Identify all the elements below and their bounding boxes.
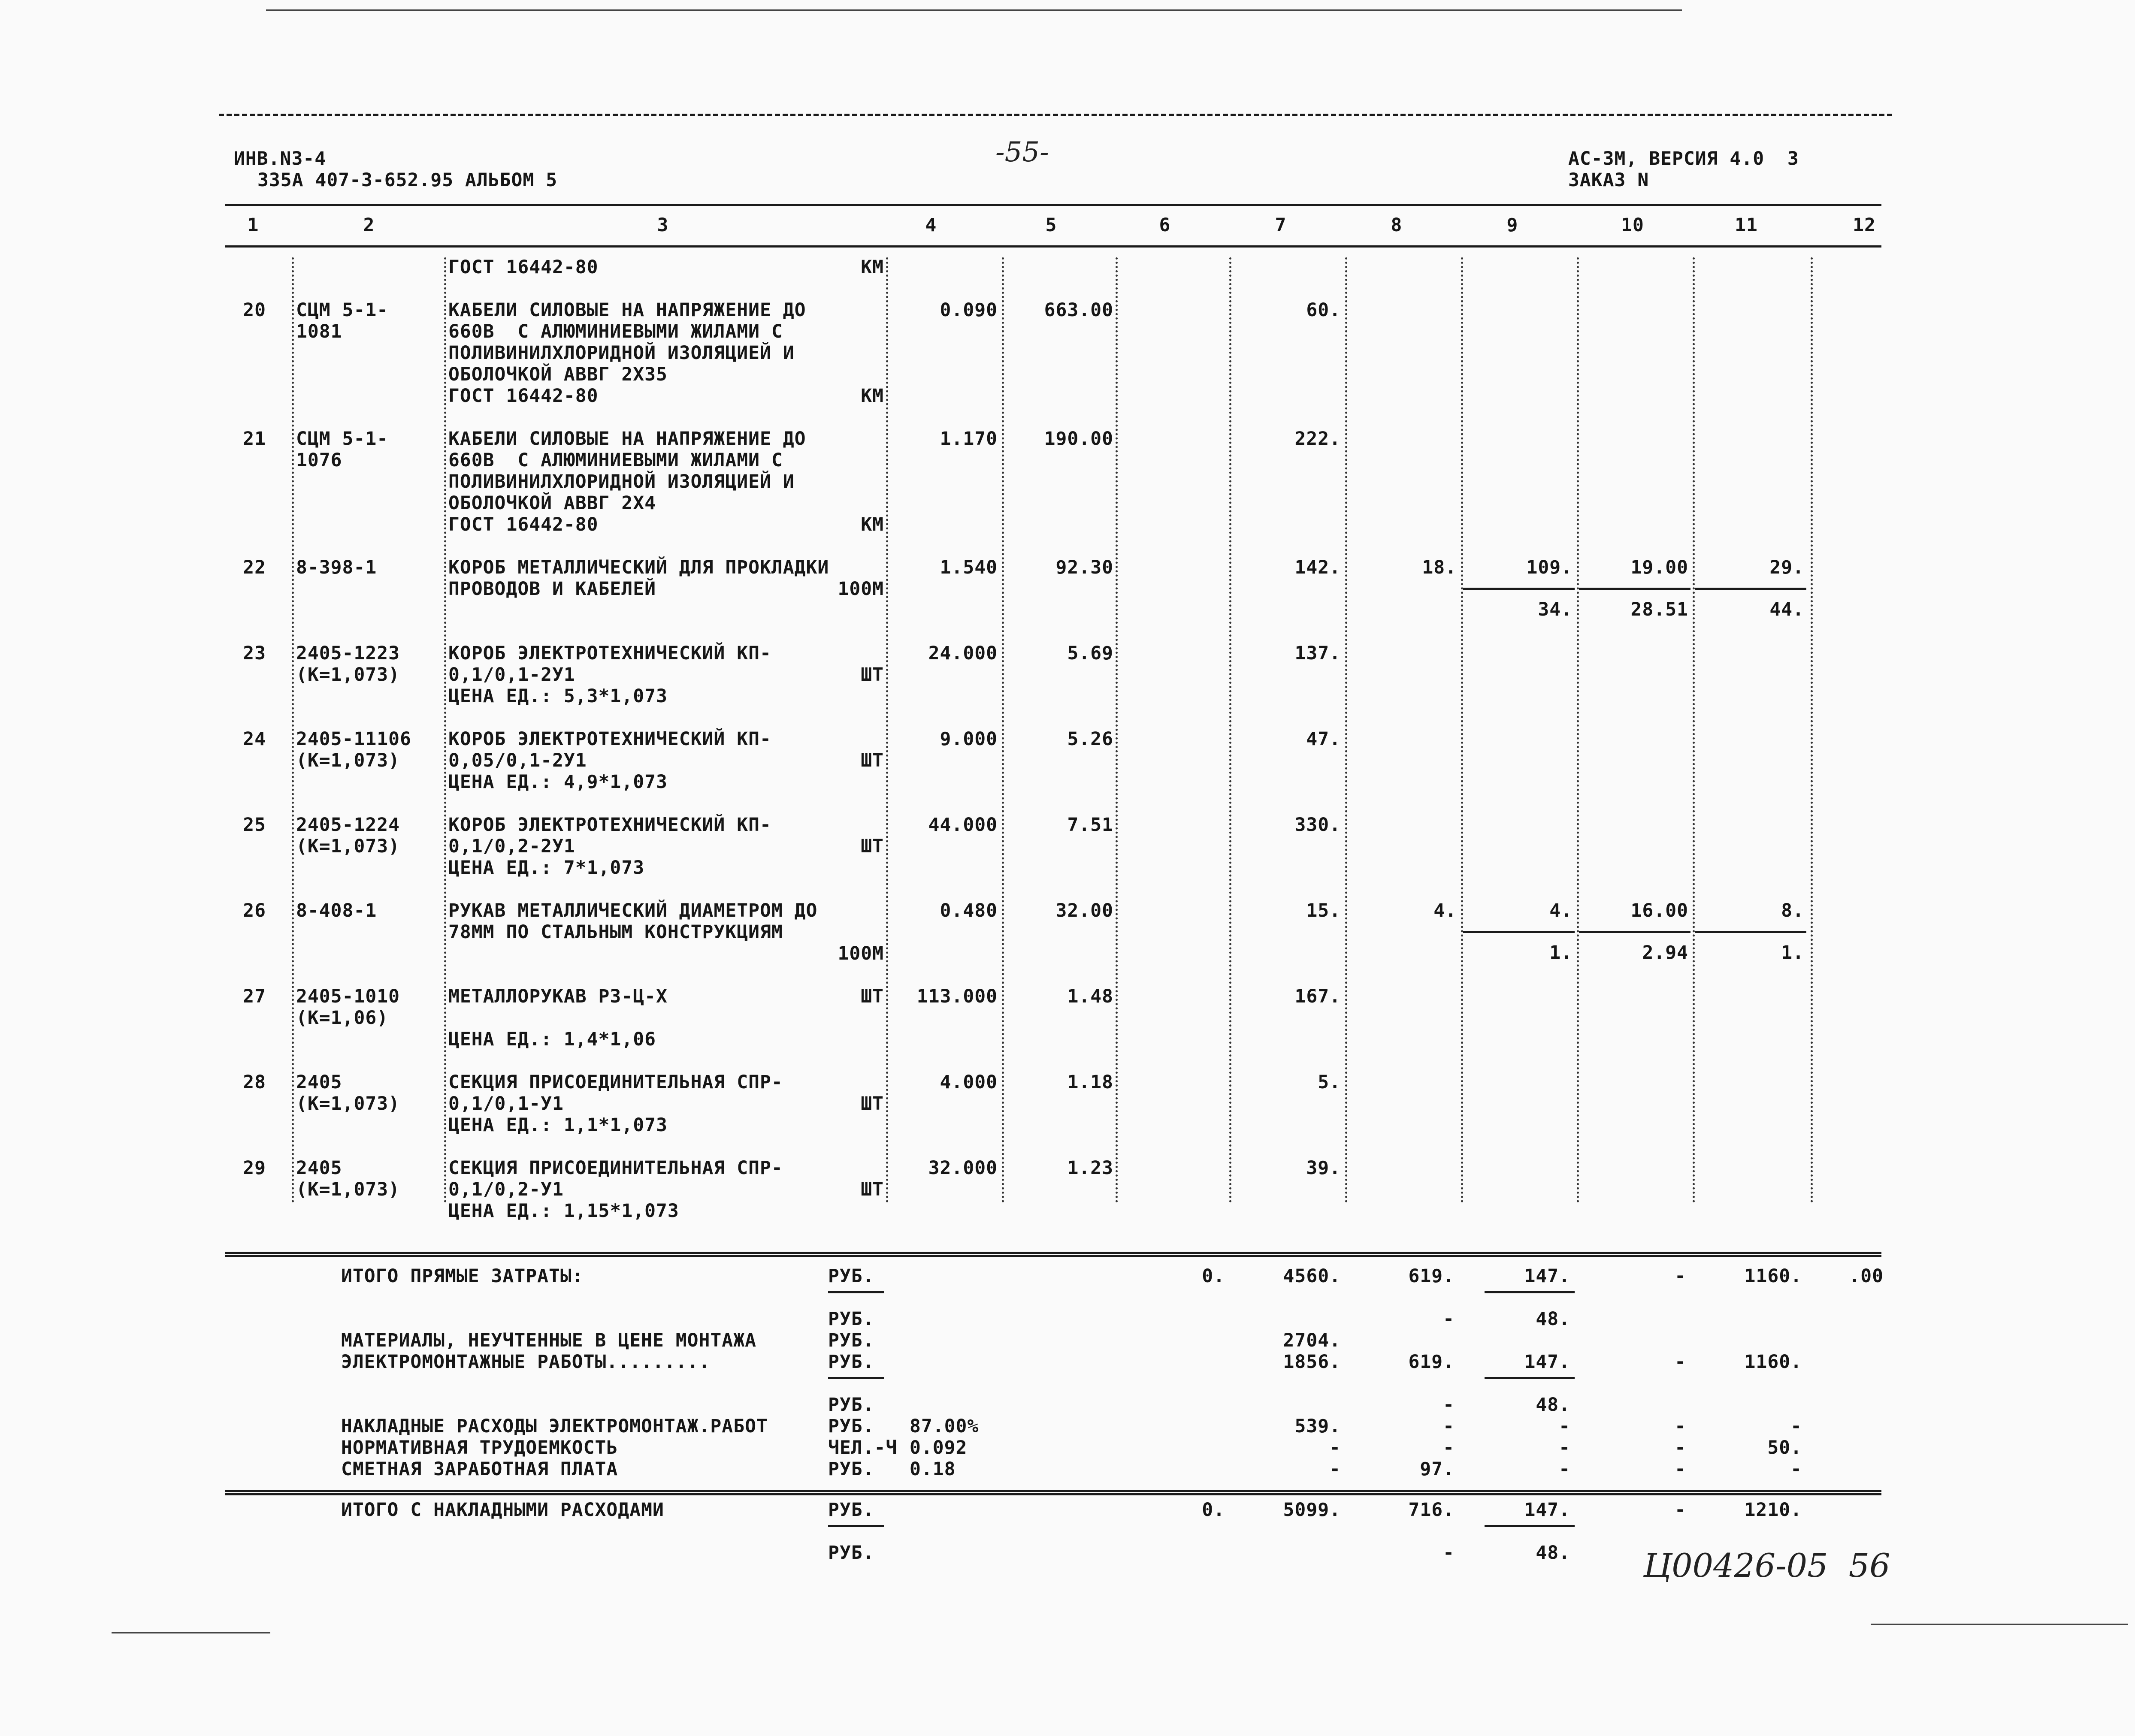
unit-price: 92.30 [1055,557,1113,578]
totals-fraction-rule [828,1377,884,1379]
col10-value: 16.00 [1630,900,1688,921]
unit: КМ [861,257,884,278]
unit: ШТ [861,986,884,1007]
item-description: 0,1/0,2-2У1 [448,836,575,857]
item-code: (К=1,073) [296,664,400,685]
item-description: 660В С АЛЮМИНИЕВЫМИ ЖИЛАМИ С [448,321,783,342]
column-header-4: 4 [925,214,937,236]
document-code: 335А 407-3-652.95 АЛЬБОМ 5 [257,169,558,191]
item-description: ЦЕНА ЕД.: 1,4*1,06 [448,1029,656,1050]
column-separator [1693,257,1695,1203]
unit: 100М [838,578,884,600]
col7-value: 39. [1306,1157,1341,1179]
totals-unit: РУБ. [828,1351,874,1373]
totals-col9: 48. [1536,1542,1570,1564]
column-separator [444,257,446,1203]
totals-col7: 1856. [1283,1351,1341,1373]
column-separator [886,257,888,1203]
column-header-7: 7 [1275,214,1287,236]
totals-col11: 1210. [1744,1499,1802,1521]
totals-col9: 147. [1524,1499,1570,1521]
item-description: ПОЛИВИНИЛХЛОРИДНОЙ ИЗОЛЯЦИЕЙ И [448,471,795,492]
quantity: 4.000 [940,1072,998,1093]
item-code: (К=1,073) [296,1093,400,1114]
totals-fraction-rule [1485,1377,1575,1379]
unit-price: 1.48 [1067,986,1113,1007]
totals-col8: - [1443,1437,1455,1458]
col10-sub-value: 2.94 [1642,942,1688,963]
item-description: ПОЛИВИНИЛХЛОРИДНОЙ ИЗОЛЯЦИЕЙ И [448,342,795,364]
totals-unit: РУБ. [828,1330,874,1351]
column-header-5: 5 [1045,214,1057,236]
totals-col11: 1160. [1744,1351,1802,1373]
column-header-2: 2 [363,214,375,236]
col7-value: 330. [1294,814,1341,836]
row-number: 25 [243,814,266,836]
item-code: 8-408-1 [296,900,377,921]
totals-unit: РУБ. [828,1499,874,1521]
totals-label: НОРМАТИВНАЯ ТРУДОЕМКОСТЬ [341,1437,618,1458]
totals-col12: .00 [1849,1265,1884,1287]
item-description: СЕКЦИЯ ПРИСОЕДИНИТЕЛЬНАЯ СПР- [448,1157,783,1179]
fraction-rule [1695,931,1806,933]
unit: ШТ [861,836,884,857]
column-separator [1461,257,1463,1203]
col7-value: 47. [1306,728,1341,750]
summary-rule-2 [225,1493,1881,1495]
col7-value: 15. [1306,900,1341,921]
row-number: 28 [243,1072,266,1093]
quantity: 1.540 [940,557,998,578]
col7-value: 167. [1294,986,1341,1007]
unit-price: 1.23 [1067,1157,1113,1179]
totals-fraction-rule [1485,1525,1575,1527]
inventory-number: ИНВ.N3-4 [234,148,327,169]
item-description: КАБЕЛИ СИЛОВЫЕ НА НАПРЯЖЕНИЕ ДО [448,299,806,321]
col7-value: 142. [1294,557,1341,578]
totals-top-rule [225,1252,1881,1254]
row-number: 26 [243,900,266,921]
row-number: 20 [243,299,266,321]
item-description: РУКАВ МЕТАЛЛИЧЕСКИЙ ДИАМЕТРОМ ДО [448,900,818,921]
item-description: КАБЕЛИ СИЛОВЫЕ НА НАПРЯЖЕНИЕ ДО [448,428,806,450]
row-number: 22 [243,557,266,578]
item-description: 78ММ ПО СТАЛЬНЫМ КОНСТРУКЦИЯМ [448,921,783,943]
column-separator [1577,257,1579,1203]
item-code: (К=1,073) [296,836,400,857]
fraction-rule [1579,588,1690,590]
unit: ШТ [861,1093,884,1114]
totals-label: СМЕТНАЯ ЗАРАБОТНАЯ ПЛАТА [341,1458,618,1480]
program-version: АС-3М, ВЕРСИЯ 4.0 3 [1568,148,1799,169]
totals-col10: - [1675,1351,1686,1373]
totals-col10: - [1675,1416,1686,1437]
totals-col8: 619. [1408,1351,1455,1373]
item-description: 0,05/0,1-2У1 [448,750,587,771]
totals-top-rule-2 [225,1255,1881,1257]
column-separator [1345,257,1347,1203]
item-description: ЦЕНА ЕД.: 7*1,073 [448,857,645,879]
quantity: 0.090 [940,299,998,321]
totals-unit: РУБ. [828,1542,874,1564]
column-separator [1229,257,1231,1203]
item-description: ГОСТ 16442-80 [448,257,599,278]
item-description: МЕТАЛЛОРУКАВ РЗ-Ц-Х [448,986,668,1007]
column-header-11: 11 [1735,214,1758,236]
col8-value: 18. [1422,557,1457,578]
column-header-10: 10 [1621,214,1644,236]
totals-col10: - [1675,1458,1686,1480]
item-description: ЦЕНА ЕД.: 4,9*1,073 [448,771,668,793]
totals-col6: 0. [1202,1265,1225,1287]
column-separator [1116,257,1118,1203]
item-code: 1081 [296,321,342,342]
quantity: 113.000 [916,986,998,1007]
quantity: 1.170 [940,428,998,450]
totals-col11: - [1790,1458,1802,1480]
unit-price: 7.51 [1067,814,1113,836]
order-number: ЗАКАЗ N [1568,169,1649,191]
column-separator [1002,257,1004,1203]
item-description: ЦЕНА ЕД.: 1,1*1,073 [448,1114,668,1136]
unit: ШТ [861,1179,884,1200]
quantity: 32.000 [928,1157,998,1179]
totals-rate: 87.00% [910,1416,979,1437]
totals-label: ИТОГО С НАКЛАДНЫМИ РАСХОДАМИ [341,1499,664,1521]
item-code: 2405 [296,1157,342,1179]
unit: КМ [861,514,884,535]
totals-col8: 716. [1408,1499,1455,1521]
row-number: 24 [243,728,266,750]
totals-col8: - [1443,1308,1455,1330]
totals-fraction-rule [828,1291,884,1293]
column-header-8: 8 [1391,214,1403,236]
table-header-rule [225,245,1881,248]
unit-price: 1.18 [1067,1072,1113,1093]
totals-col9: 48. [1536,1308,1570,1330]
totals-label: МАТЕРИАЛЫ, НЕУЧТЕННЫЕ В ЦЕНЕ МОНТАЖА [341,1330,756,1351]
totals-unit: РУБ. [828,1265,874,1287]
quantity: 24.000 [928,643,998,664]
unit-price: 190.00 [1044,428,1113,450]
item-code: СЦМ 5-1- [296,428,389,450]
totals-col6: 0. [1202,1499,1225,1521]
top-scan-edge [266,9,1682,11]
item-description: ЦЕНА ЕД.: 1,15*1,073 [448,1200,679,1222]
totals-col9: 48. [1536,1394,1570,1416]
col10-value: 19.00 [1630,557,1688,578]
totals-col9: - [1559,1437,1570,1458]
totals-rate: 0.18 [910,1458,956,1480]
item-code: (К=1,073) [296,1179,400,1200]
totals-col9: 147. [1524,1351,1570,1373]
unit-price: 663.00 [1044,299,1113,321]
row-number: 23 [243,643,266,664]
totals-col9: - [1559,1458,1570,1480]
item-description: КОРОБ МЕТАЛЛИЧЕСКИЙ ДЛЯ ПРОКЛАДКИ [448,557,829,578]
item-description: ПРОВОДОВ И КАБЕЛЕЙ [448,578,656,600]
item-description: КОРОБ ЭЛЕКТРОТЕХНИЧЕСКИЙ КП- [448,814,771,836]
item-description: ОБОЛОЧКОЙ АВВГ 2Х35 [448,364,668,385]
row-number: 27 [243,986,266,1007]
col7-value: 222. [1294,428,1341,450]
unit-price: 32.00 [1055,900,1113,921]
totals-rate: 0.092 [910,1437,968,1458]
quantity: 9.000 [940,728,998,750]
bottom-left-scan-edge [112,1632,270,1633]
col8-value: 4. [1433,900,1457,921]
totals-label: ИТОГО ПРЯМЫЕ ЗАТРАТЫ: [341,1265,584,1287]
row-number: 29 [243,1157,266,1179]
item-code: СЦМ 5-1- [296,299,389,321]
summary-rule [225,1490,1881,1492]
col7-value: 60. [1306,299,1341,321]
fraction-rule [1463,931,1575,933]
totals-col9: - [1559,1416,1570,1437]
unit: 100М [838,943,884,964]
col9-sub-value: 1. [1549,942,1573,963]
col9-value: 109. [1526,557,1573,578]
totals-col7: 539. [1294,1416,1341,1437]
column-header-6: 6 [1159,214,1171,236]
item-description: 0,1/0,2-У1 [448,1179,564,1200]
item-description: 0,1/0,1-2У1 [448,664,575,685]
totals-col8: - [1443,1394,1455,1416]
totals-col10: - [1675,1437,1686,1458]
col11-value: 8. [1781,900,1804,921]
item-code: 2405-1223 [296,643,400,664]
totals-col8: 97. [1420,1458,1455,1480]
table-top-rule [225,204,1881,206]
fraction-rule [1463,588,1575,590]
totals-col7: - [1329,1437,1341,1458]
unit-price: 5.26 [1067,728,1113,750]
item-code: (К=1,073) [296,750,400,771]
item-code: 2405-1010 [296,986,400,1007]
column-separator [1811,257,1813,1203]
item-code: 2405-1224 [296,814,400,836]
totals-unit: ЧЕЛ.-Ч [828,1437,898,1458]
totals-unit: РУБ. [828,1416,874,1437]
totals-fraction-rule [1485,1291,1575,1293]
item-code: (К=1,06) [296,1007,389,1029]
col11-value: 29. [1769,557,1804,578]
row-number: 21 [243,428,266,450]
item-description: 660В С АЛЮМИНИЕВЫМИ ЖИЛАМИ С [448,450,783,471]
fraction-rule [1695,588,1806,590]
col9-value: 4. [1549,900,1573,921]
col11-sub-value: 1. [1781,942,1804,963]
totals-col7: 5099. [1283,1499,1341,1521]
page-number: -55- [995,136,1049,168]
totals-col11: 50. [1767,1437,1802,1458]
item-description: КОРОБ ЭЛЕКТРОТЕХНИЧЕСКИЙ КП- [448,643,771,664]
unit: ШТ [861,664,884,685]
totals-col7: 2704. [1283,1330,1341,1351]
item-code: 2405-11106 [296,728,411,750]
totals-col7: - [1329,1458,1341,1480]
column-header-3: 3 [657,214,669,236]
totals-col8: - [1443,1542,1455,1564]
col7-value: 5. [1318,1072,1341,1093]
totals-col7: 4560. [1283,1265,1341,1287]
quantity: 44.000 [928,814,998,836]
bottom-right-scan-edge [1871,1624,2128,1625]
col11-sub-value: 44. [1769,599,1804,620]
totals-label: ЭЛЕКТРОМОНТАЖНЫЕ РАБОТЫ......... [341,1351,711,1373]
item-code: 8-398-1 [296,557,377,578]
item-description: ОБОЛОЧКОЙ АВВГ 2Х4 [448,492,656,514]
totals-col11: - [1790,1416,1802,1437]
totals-unit: РУБ. [828,1308,874,1330]
unit-price: 5.69 [1067,643,1113,664]
totals-col10: - [1675,1499,1686,1521]
totals-fraction-rule [828,1525,884,1527]
column-header-12: 12 [1853,214,1876,236]
fraction-rule [1579,931,1690,933]
unit: ШТ [861,750,884,771]
item-description: ЦЕНА ЕД.: 5,3*1,073 [448,685,668,707]
col10-sub-value: 28.51 [1630,599,1688,620]
column-header-1: 1 [247,214,259,236]
item-code: 1076 [296,450,342,471]
column-separator [292,257,294,1203]
quantity: 0.480 [940,900,998,921]
handwritten-registration-number: Ц00426-05 56 [1643,1546,1890,1585]
item-description: 0,1/0,1-У1 [448,1093,564,1114]
unit: КМ [861,385,884,407]
totals-col11: 1160. [1744,1265,1802,1287]
totals-unit: РУБ. [828,1394,874,1416]
totals-col8: 619. [1408,1265,1455,1287]
totals-col8: - [1443,1416,1455,1437]
col7-value: 137. [1294,643,1341,664]
totals-col10: - [1675,1265,1686,1287]
totals-label: НАКЛАДНЫЕ РАСХОДЫ ЭЛЕКТРОМОНТАЖ.РАБОТ [341,1416,768,1437]
column-header-9: 9 [1506,214,1518,236]
totals-unit: РУБ. [828,1458,874,1480]
item-description: ГОСТ 16442-80 [448,385,599,407]
item-description: ГОСТ 16442-80 [448,514,599,535]
item-description: КОРОБ ЭЛЕКТРОТЕХНИЧЕСКИЙ КП- [448,728,771,750]
totals-col9: 147. [1524,1265,1570,1287]
item-description: СЕКЦИЯ ПРИСОЕДИНИТЕЛЬНАЯ СПР- [448,1072,783,1093]
item-code: 2405 [296,1072,342,1093]
perforation-line [219,114,1892,116]
col9-sub-value: 34. [1538,599,1573,620]
